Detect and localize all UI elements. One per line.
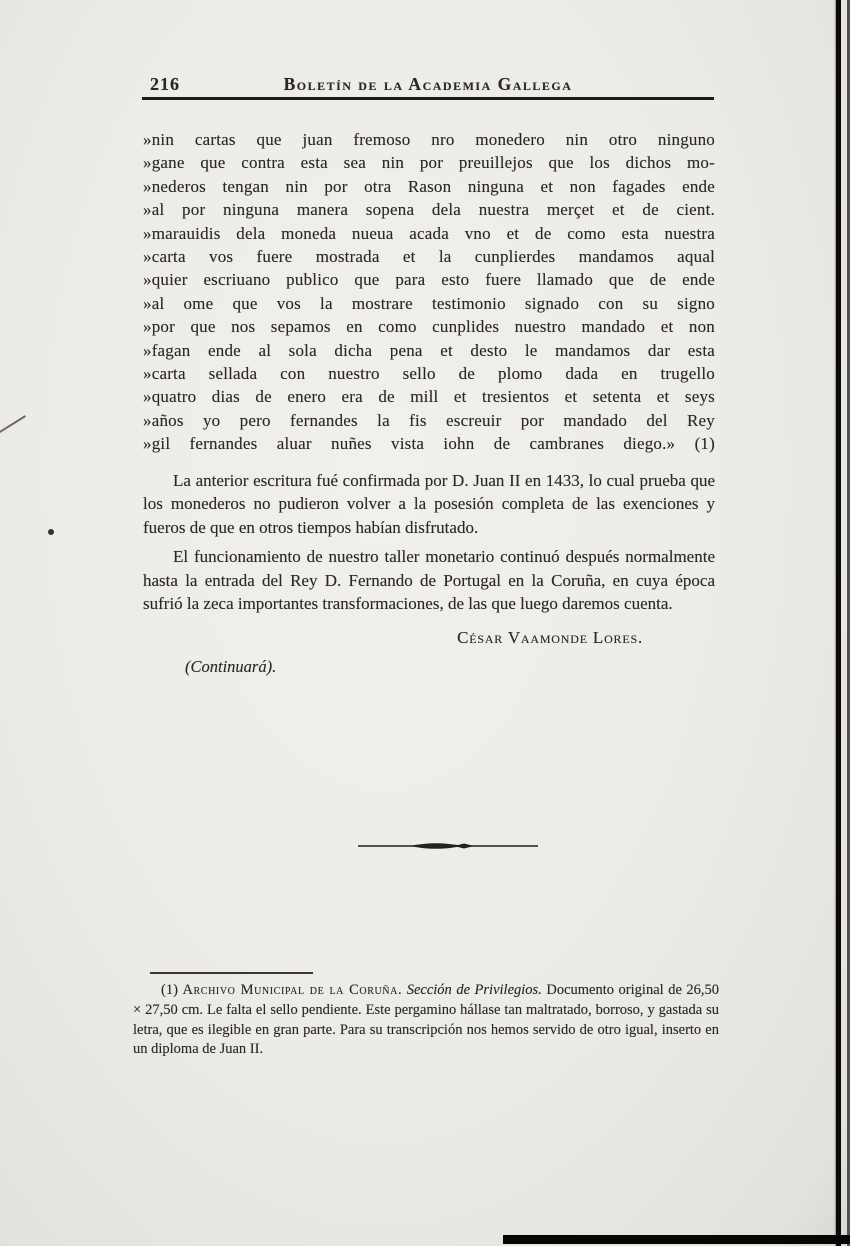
footnote: [133, 981, 719, 1060]
footnote-archive-name: Archivo Municipal de la Coruña.: [182, 982, 403, 998]
quote-line: »gane que contra esta sea nin por preuillejos que los dichos mo-: [143, 153, 715, 173]
scan-ink-speck: [48, 529, 54, 535]
divider-ornament: [358, 838, 538, 854]
footnote-text: Documento original de 26,50 × 27,50 cm. Le falta el sello pendiente. Este pergamino hállase tan maltratado, borroso, y gastada su letra, que es ilegible en gran parte. Para su transcripción nos hemos servido de otro igual, inserto en un diploma de Juan II.: [133, 982, 720, 1058]
scan-gutter-line: [836, 0, 841, 1246]
quote-line: »nederos tengan nin por otra Rason ninguna et non fagades ende: [143, 176, 715, 196]
author-signature: César Vaamonde Lores.: [457, 627, 643, 647]
quote-line: »gil fernandes aluar nuñes vista iohn de cambranes diego.» (1): [143, 434, 715, 454]
quote-line: »nin cartas que juan fremoso nro monedero nin otro ninguno: [143, 130, 715, 149]
quote-line: »marauidis dela moneda nueua acada vno et de como esta nuestra: [143, 223, 715, 243]
header-title: Boletín de la Academia Gallega: [283, 74, 573, 94]
page-number: 216: [150, 74, 180, 94]
quote-line: »fagan ende al sola dicha pena et desto le mandamos dar esta: [143, 340, 715, 360]
continuation-note: (Continuará).: [185, 656, 277, 676]
quote-line: »carta sellada con nuestro sello de plomo dada en trugello: [143, 364, 715, 384]
quoted-transcription: [143, 128, 715, 456]
quote-line: »por que nos sepamos en como cunplides nuestro mandado et non: [143, 317, 715, 337]
footnote-section-title: Sección de Privilegios.: [406, 982, 542, 998]
paragraph-confirmation: La anterior escritura fué confirmada por D. Juan II en 1433, lo cual prueba que los monederos no pudieron volver a la posesión completa de las exenciones y fueros de que en otros tiempos habían disfrutado.: [143, 470, 715, 537]
footnote-rule: [150, 972, 313, 974]
quote-line: »quier escriuano publico que para esto fuere llamado que de ende: [143, 270, 715, 290]
quote-line: »carta vos fuere mostrada et la cunplierdes mandamos aqual: [143, 247, 715, 267]
quote-line: »al por ninguna manera sopena dela nuestra merçet et de cient.: [143, 200, 715, 220]
divider-ornament-graphic: [358, 838, 538, 854]
quote-line: »años yo pero fernandes la fis escreuir por mandado del Rey: [143, 410, 715, 430]
quote-line: »quatro dias de enero era de mill et tresientos et setenta et seys: [143, 387, 715, 407]
footnote-marker: (1): [161, 982, 178, 998]
header-rule: [142, 97, 714, 100]
page-content: [143, 128, 715, 677]
scan-scratch-mark: [0, 415, 26, 435]
scan-bottom-bar: [503, 1235, 850, 1244]
paragraph-mint-history: El funcionamiento de nuestro taller monetario continuó después normalmente hasta la entrada del Rey D. Fernando de Portugal en la Coruña, en cuya época sufrió la zeca importantes transformaciones, de las que luego daremos cuenta.: [143, 547, 715, 614]
quote-line: »al ome que vos la mostrare testimonio signado con su signo: [143, 293, 715, 313]
